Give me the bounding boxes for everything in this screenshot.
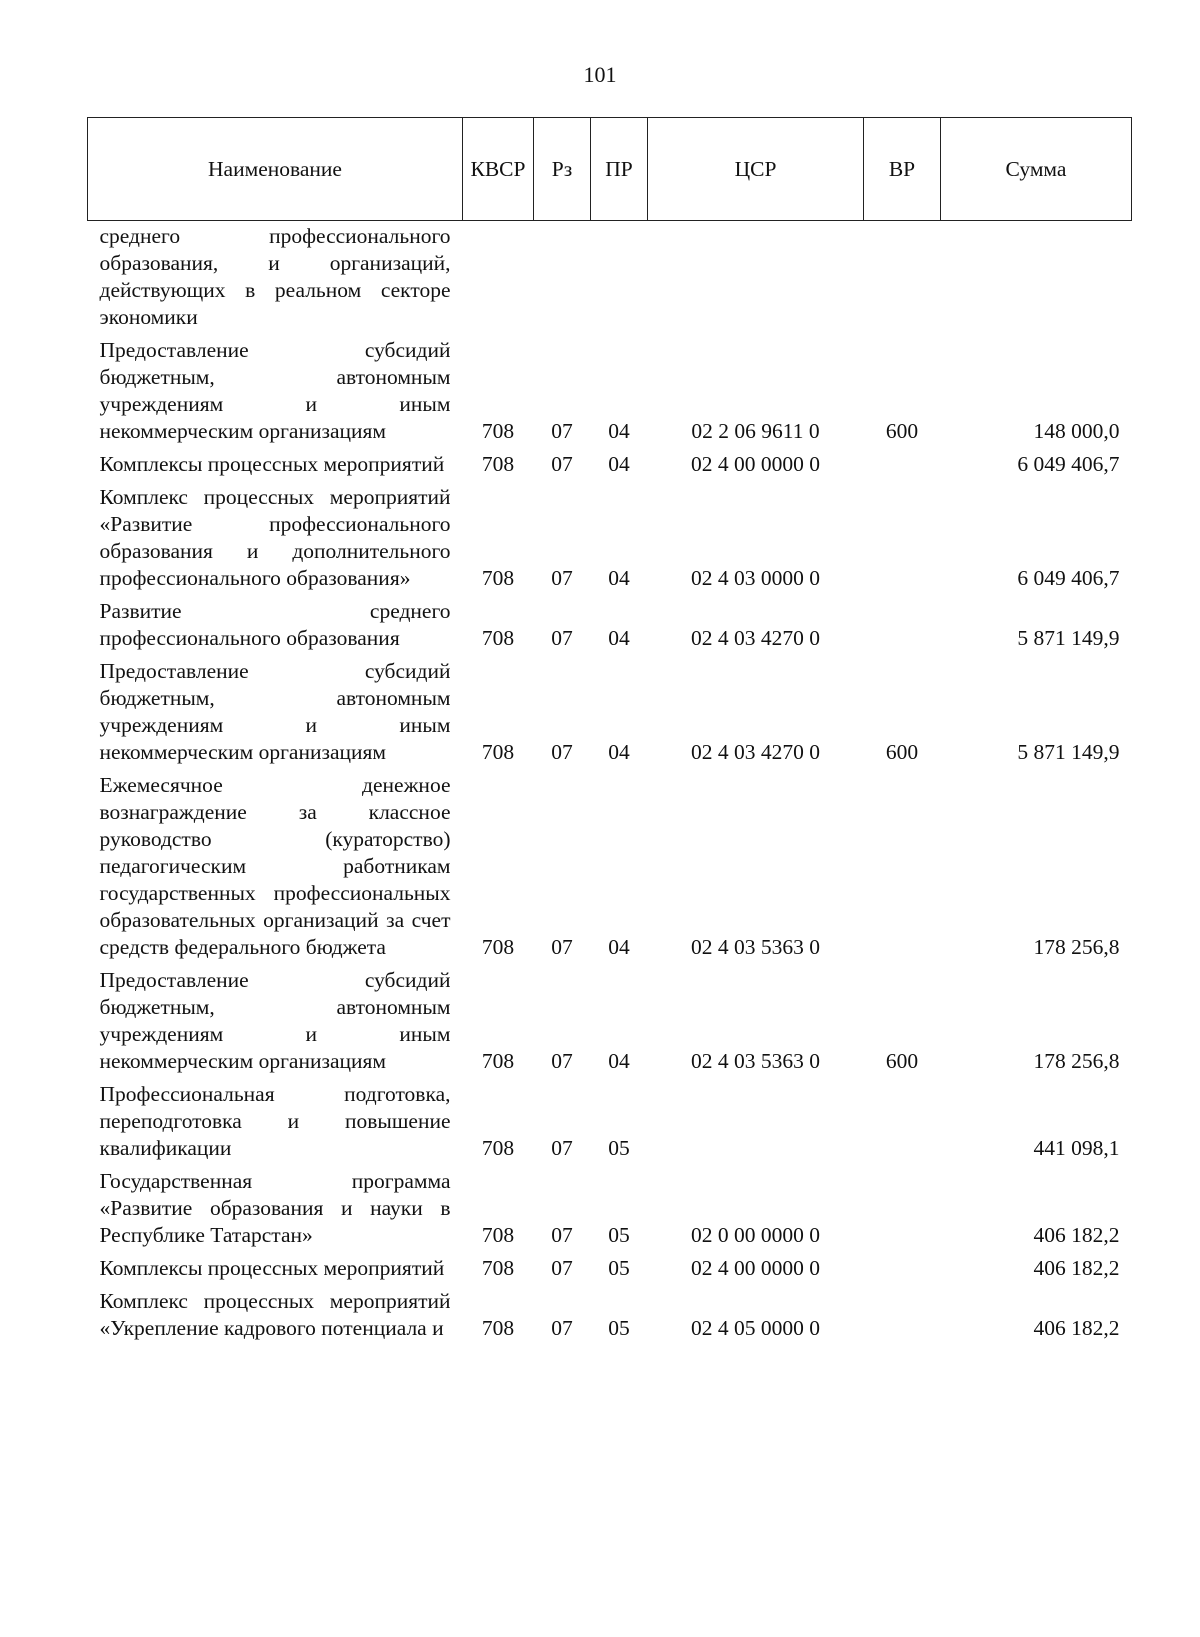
cell-pr: 04 xyxy=(608,935,630,959)
cell-vr xyxy=(864,1253,941,1286)
cell-vr xyxy=(864,596,941,656)
cell-kvsr: 708 xyxy=(481,1316,515,1340)
cell-name: Комплекс процессных мероприятий «Укрепление кадрового потенциала и xyxy=(99,1289,451,1340)
cell-sum: 5 871 149,9 xyxy=(1017,740,1120,764)
cell-vr: 600 xyxy=(885,1049,919,1073)
cell-name: Предоставление субсидий бюджетным, автономным учреждениям и иным некоммерческим организациям xyxy=(99,659,451,764)
cell-pr: 04 xyxy=(608,1049,630,1073)
page-number: 101 xyxy=(583,62,617,87)
cell-csr: 02 4 00 0000 0 xyxy=(691,452,820,476)
header-pr: ПР xyxy=(591,118,648,221)
cell-csr xyxy=(648,221,864,336)
cell-kvsr: 708 xyxy=(481,1223,515,1247)
budget-table xyxy=(87,117,1132,1346)
cell-csr: 02 4 05 0000 0 xyxy=(691,1316,820,1340)
cell-sum: 406 182,2 xyxy=(1033,1256,1120,1280)
cell-kvsr: 708 xyxy=(481,1049,515,1073)
cell-kvsr: 708 xyxy=(481,419,515,443)
cell-sum: 178 256,8 xyxy=(1033,1049,1120,1073)
cell-csr xyxy=(648,1079,864,1166)
cell-rz: 07 xyxy=(551,452,573,476)
cell-name: Профессиональная подготовка, переподготовка и повышение квалификации xyxy=(99,1082,451,1160)
table-row xyxy=(88,770,1132,965)
cell-vr xyxy=(864,1166,941,1253)
table-row xyxy=(88,656,1132,770)
table-row xyxy=(88,965,1132,1079)
cell-rz: 07 xyxy=(551,1136,573,1160)
cell-name: Предоставление субсидий бюджетным, автономным учреждениям и иным некоммерческим организациям xyxy=(99,338,451,443)
table-row xyxy=(88,1253,1132,1286)
header-sum: Сумма xyxy=(941,118,1132,221)
cell-rz: 07 xyxy=(551,1223,573,1247)
cell-kvsr: 708 xyxy=(481,1256,515,1280)
header-vr: ВР xyxy=(864,118,941,221)
cell-name: Комплексы процессных мероприятий xyxy=(99,1256,445,1280)
cell-csr: 02 4 03 5363 0 xyxy=(691,1049,820,1073)
cell-pr: 05 xyxy=(608,1136,630,1160)
table-row xyxy=(88,1166,1132,1253)
cell-kvsr: 708 xyxy=(481,1136,515,1160)
cell-sum: 6 049 406,7 xyxy=(1017,566,1120,590)
header-name: Наименование xyxy=(88,118,463,221)
cell-pr: 04 xyxy=(608,566,630,590)
cell-vr xyxy=(864,770,941,965)
cell-rz: 07 xyxy=(551,419,573,443)
cell-rz: 07 xyxy=(551,740,573,764)
cell-csr: 02 4 03 5363 0 xyxy=(691,935,820,959)
cell-pr: 04 xyxy=(608,452,630,476)
cell-kvsr: 708 xyxy=(481,626,515,650)
cell-name: Развитие среднего профессионального образования xyxy=(99,599,451,650)
cell-pr: 04 xyxy=(608,740,630,764)
cell-sum: 178 256,8 xyxy=(1033,935,1120,959)
table-row xyxy=(88,1079,1132,1166)
cell-rz xyxy=(534,221,591,336)
cell-rz: 07 xyxy=(551,566,573,590)
cell-name: Предоставление субсидий бюджетным, автономным учреждениям и иным некоммерческим организациям xyxy=(99,968,451,1073)
table-row xyxy=(88,482,1132,596)
cell-vr: 600 xyxy=(885,419,919,443)
cell-kvsr: 708 xyxy=(481,566,515,590)
cell-pr: 05 xyxy=(608,1316,630,1340)
cell-csr: 02 4 03 4270 0 xyxy=(691,626,820,650)
header-kvsr: КВСР xyxy=(463,118,534,221)
cell-rz: 07 xyxy=(551,1256,573,1280)
cell-sum: 6 049 406,7 xyxy=(1017,452,1120,476)
table-row xyxy=(88,1286,1132,1346)
cell-name: Комплексы процессных мероприятий xyxy=(99,452,445,476)
cell-vr xyxy=(864,1079,941,1166)
cell-name: Государственная программа «Развитие образования и науки в Республике Татарстан» xyxy=(99,1169,451,1247)
cell-sum: 5 871 149,9 xyxy=(1017,626,1120,650)
cell-vr xyxy=(864,1286,941,1346)
header-rz: Рз xyxy=(534,118,591,221)
cell-kvsr xyxy=(463,221,534,336)
cell-sum: 406 182,2 xyxy=(1033,1223,1120,1247)
cell-vr xyxy=(864,482,941,596)
cell-csr: 02 4 03 0000 0 xyxy=(691,566,820,590)
cell-pr xyxy=(591,221,648,336)
cell-sum: 148 000,0 xyxy=(1033,419,1120,443)
cell-kvsr: 708 xyxy=(481,452,515,476)
table-body xyxy=(88,221,1132,1347)
header-csr: ЦСР xyxy=(648,118,864,221)
cell-name: Ежемесячное денежное вознаграждение за классное руководство (кураторство) педагогическим работникам государственных профессиональных образовательных организаций за счет средств федерального бюджета xyxy=(99,773,451,959)
cell-kvsr: 708 xyxy=(481,740,515,764)
cell-pr: 05 xyxy=(608,1256,630,1280)
table-row xyxy=(88,221,1132,336)
cell-sum: 441 098,1 xyxy=(1033,1136,1120,1160)
table-row xyxy=(88,335,1132,449)
cell-rz: 07 xyxy=(551,1049,573,1073)
cell-csr: 02 4 03 4270 0 xyxy=(691,740,820,764)
cell-rz: 07 xyxy=(551,626,573,650)
cell-rz: 07 xyxy=(551,1316,573,1340)
cell-name: среднего профессионального образования, и организаций, действующих в реальном секторе экономики xyxy=(99,224,451,329)
cell-pr: 04 xyxy=(608,626,630,650)
table-row xyxy=(88,449,1132,482)
cell-csr: 02 0 00 0000 0 xyxy=(691,1223,820,1247)
cell-vr: 600 xyxy=(885,740,919,764)
table-row xyxy=(88,596,1132,656)
cell-csr: 02 2 06 9611 0 xyxy=(691,419,820,443)
cell-name: Комплекс процессных мероприятий «Развитие профессионального образования и дополнительного профессионального образования» xyxy=(99,485,451,590)
cell-vr xyxy=(864,221,941,336)
cell-vr xyxy=(864,449,941,482)
cell-kvsr: 708 xyxy=(481,935,515,959)
cell-rz: 07 xyxy=(551,935,573,959)
table-header xyxy=(88,118,1132,221)
cell-pr: 04 xyxy=(608,419,630,443)
cell-sum: 406 182,2 xyxy=(1033,1316,1120,1340)
cell-csr: 02 4 00 0000 0 xyxy=(691,1256,820,1280)
cell-sum xyxy=(941,221,1132,336)
cell-pr: 05 xyxy=(608,1223,630,1247)
